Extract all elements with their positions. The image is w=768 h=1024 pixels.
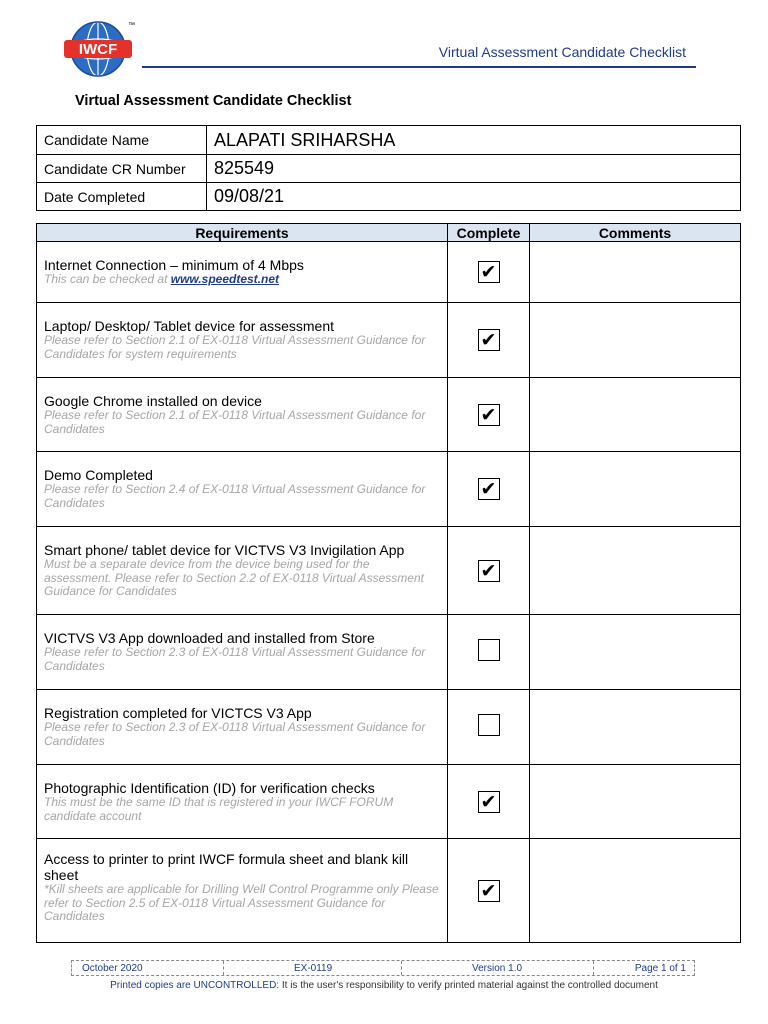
candidate-name-row xyxy=(37,126,741,155)
complete-checkbox[interactable]: ✔ xyxy=(478,261,500,283)
comments-cell[interactable] xyxy=(530,615,741,690)
complete-checkbox[interactable] xyxy=(478,714,500,736)
footer-version: Version 1.0 xyxy=(402,961,594,975)
date-completed-value[interactable]: 09/08/21 xyxy=(207,183,741,211)
table-row xyxy=(37,839,741,943)
table-row xyxy=(37,527,741,615)
complete-cell xyxy=(448,527,530,615)
comments-cell[interactable] xyxy=(530,303,741,378)
iwcf-logo xyxy=(62,18,138,80)
footer-date: October 2020 xyxy=(72,961,224,975)
speedtest-link[interactable]: www.speedtest.net xyxy=(170,272,279,286)
svg-text:™: ™ xyxy=(128,22,135,29)
complete-cell xyxy=(448,615,530,690)
comments-cell[interactable] xyxy=(530,242,741,303)
complete-cell xyxy=(448,690,530,765)
requirements-table xyxy=(36,223,741,943)
table-row xyxy=(37,615,741,690)
requirement-title: Demo Completed xyxy=(44,467,153,483)
complete-checkbox[interactable]: ✔ xyxy=(478,791,500,813)
comments-cell[interactable] xyxy=(530,690,741,765)
table-row xyxy=(37,378,741,452)
requirement-note: *Kill sheets are applicable for Drilling Well Control Programme only Please refer to Section 2.5 of EX-0118 Virtual Assessment Guidance for Candidates xyxy=(44,882,439,923)
date-completed-label: Date Completed xyxy=(37,183,207,211)
disclaimer-lead: Printed copies are UNCONTROLLED: xyxy=(110,980,280,991)
requirement-note: Must be a separate device from the device being used for the assessment. Please refer to Section 2.2 of EX-0118 Virtual Assessment Guidance for Candidates xyxy=(44,557,424,598)
requirement-note xyxy=(44,273,440,287)
comments-cell[interactable] xyxy=(530,452,741,527)
complete-checkbox[interactable]: ✔ xyxy=(478,478,500,500)
comments-cell[interactable] xyxy=(530,527,741,615)
globe-logo-icon xyxy=(62,18,138,80)
requirement-cell xyxy=(37,378,448,452)
requirement-cell xyxy=(37,452,448,527)
footer-page: Page 1 of 1 xyxy=(634,962,686,974)
requirement-cell xyxy=(37,615,448,690)
requirement-cell xyxy=(37,765,448,839)
requirement-title: Smart phone/ tablet device for VICTVS V3 Invigilation App xyxy=(44,542,405,558)
comments-cell[interactable] xyxy=(530,378,741,452)
candidate-cr-label: Candidate CR Number xyxy=(37,155,207,183)
disclaimer-rest: It is the user's responsibility to verify printed material against the controlled document xyxy=(279,980,658,991)
complete-checkbox[interactable]: ✔ xyxy=(478,880,500,902)
requirement-note: Please refer to Section 2.1 of EX-0118 Virtual Assessment Guidance for Candidates xyxy=(44,408,426,436)
table-row xyxy=(37,303,741,378)
table-row xyxy=(37,242,741,303)
requirement-note: Please refer to Section 2.3 of EX-0118 Virtual Assessment Guidance for Candidates xyxy=(44,720,426,748)
requirement-title: VICTVS V3 App downloaded and installed from Store xyxy=(44,630,375,646)
table-row xyxy=(37,452,741,527)
comments-header: Comments xyxy=(530,224,741,242)
requirement-cell xyxy=(37,839,448,943)
complete-cell xyxy=(448,839,530,943)
requirement-cell xyxy=(37,527,448,615)
uncontrolled-disclaimer xyxy=(0,980,768,991)
requirement-note: Please refer to Section 2.4 of EX-0118 Virtual Assessment Guidance for Candidates xyxy=(44,482,426,510)
table-row xyxy=(37,690,741,765)
document-footer xyxy=(71,960,695,976)
requirement-note: Please refer to Section 2.1 of EX-0118 Virtual Assessment Guidance for Candidates for system requirements xyxy=(44,333,426,361)
complete-cell xyxy=(448,242,530,303)
comments-cell[interactable] xyxy=(530,765,741,839)
complete-checkbox[interactable]: ✔ xyxy=(478,329,500,351)
candidate-cr-value[interactable]: 825549 xyxy=(207,155,741,183)
footer-doc-ref: EX-0119 xyxy=(224,961,402,975)
requirement-note-text: This can be checked at xyxy=(44,272,171,286)
requirement-cell xyxy=(37,690,448,765)
complete-checkbox[interactable]: ✔ xyxy=(478,404,500,426)
requirement-cell xyxy=(37,242,448,303)
requirement-title: Photographic Identification (ID) for verification checks xyxy=(44,780,375,796)
table-row xyxy=(37,765,741,839)
requirement-title: Laptop/ Desktop/ Tablet device for assessment xyxy=(44,318,335,334)
requirements-header-row xyxy=(37,224,741,242)
requirements-header: Requirements xyxy=(37,224,448,242)
complete-cell xyxy=(448,452,530,527)
comments-cell[interactable] xyxy=(530,839,741,943)
complete-cell xyxy=(448,303,530,378)
header-title: Virtual Assessment Candidate Checklist xyxy=(438,44,686,60)
requirement-title: Registration completed for VICTCS V3 App xyxy=(44,705,312,721)
complete-cell xyxy=(448,765,530,839)
requirement-note: Please refer to Section 2.3 of EX-0118 Virtual Assessment Guidance for Candidates xyxy=(44,645,426,673)
complete-checkbox[interactable]: ✔ xyxy=(478,560,500,582)
complete-cell xyxy=(448,378,530,452)
requirement-note: This must be the same ID that is registered in your IWCF FORUM candidate account xyxy=(44,795,394,823)
complete-header: Complete xyxy=(448,224,530,242)
candidate-name-label: Candidate Name xyxy=(37,126,207,155)
requirement-title: Access to printer to print IWCF formula sheet and blank kill sheet xyxy=(44,851,409,883)
date-completed-row xyxy=(37,183,741,211)
complete-checkbox[interactable] xyxy=(478,639,500,661)
candidate-name-value[interactable]: ALAPATI SRIHARSHA xyxy=(207,126,741,155)
svg-text:IWCF: IWCF xyxy=(78,41,118,58)
page-title: Virtual Assessment Candidate Checklist xyxy=(75,93,352,109)
requirement-title: Internet Connection – minimum of 4 Mbps xyxy=(44,257,304,273)
candidate-cr-row xyxy=(37,155,741,183)
requirement-title: Google Chrome installed on device xyxy=(44,393,262,409)
requirement-cell xyxy=(37,303,448,378)
candidate-info-table xyxy=(36,125,741,211)
header-divider xyxy=(142,66,696,68)
